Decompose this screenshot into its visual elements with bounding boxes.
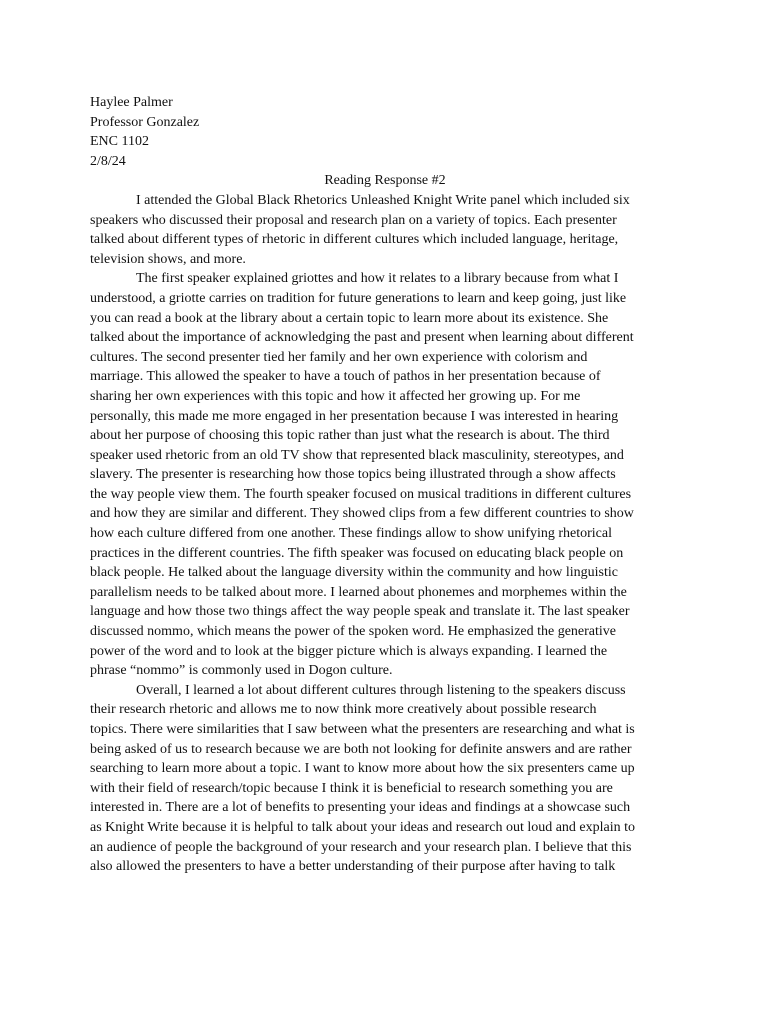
body-text <box>90 191 680 877</box>
paragraph-line: slavery. The presenter is researching how those topics being illustrated through a show affects <box>90 467 616 483</box>
paragraph-line: The first speaker explained griottes and how it relates to a library because from what I <box>136 271 619 287</box>
paragraph-line: about her purpose of choosing this topic rather than just what the research is about. The third <box>90 428 610 444</box>
paragraph-line: discussed nommo, which means the power of the spoken word. He emphasized the generative <box>90 624 617 640</box>
paragraph-line: marriage. This allowed the speaker to have a touch of pathos in her presentation because of <box>90 369 601 385</box>
paragraph-line: parallelism needs to be talked about more. I learned about phonemes and morphemes within the <box>90 584 627 600</box>
paragraph-line: searching to learn more about a topic. I want to know more about how the six presenters came up <box>90 761 635 777</box>
paragraph-line: language and how those two things affect the way people speak and translate it. The last speaker <box>90 604 630 620</box>
date: 2/8/24 <box>90 153 126 169</box>
course-code: ENC 1102 <box>90 134 149 150</box>
paragraph-line: with their field of research/topic because I think it is beneficial to research something you are <box>90 780 613 796</box>
paragraph-line: as Knight Write because it is helpful to talk about your ideas and research out loud and explain to <box>90 819 636 835</box>
paragraph-line: television shows, and more. <box>90 251 246 267</box>
paragraph-line: also allowed the presenters to have a better understanding of their purpose after having to talk <box>90 859 616 875</box>
paragraph-line: topics. There were similarities that I saw between what the presenters are researching and what is <box>90 722 635 737</box>
paragraph-line: cultures. The second presenter tied her family and her own experience with colorism and <box>90 349 588 365</box>
paragraph-line: talked about the importance of acknowledging the past and present when learning about different <box>90 330 634 346</box>
paragraph-line: practices in the different countries. The fifth speaker was focused on educating black people on <box>90 545 624 561</box>
paragraph <box>90 191 680 269</box>
paragraph-line: interested in. There are a lot of benefits to presenting your ideas and findings at a showcase such <box>90 800 631 816</box>
paragraph-line: talked about different types of rhetoric in different cultures which included language, heritage, <box>90 232 619 248</box>
paragraph-line: power of the word and to look at the bigger picture which is always expanding. I learned the <box>90 643 608 659</box>
author-name: Haylee Palmer <box>90 95 173 110</box>
paragraph-line: phrase “nommo” is commonly used in Dogon culture. <box>90 663 393 679</box>
paragraph-line: speakers who discussed their proposal and research plan on a variety of topics. Each presenter <box>90 212 617 228</box>
paragraph-line: an audience of people the background of your research and your research plan. I believe that this <box>90 839 632 855</box>
paragraph-line: I attended the Global Black Rhetorics Unleashed Knight Write panel which included six <box>136 192 630 208</box>
paragraph-line: and how they are similar and different. They showed clips from a few different countries to show <box>90 506 634 522</box>
paragraph <box>90 681 680 877</box>
document-page <box>90 93 680 877</box>
paragraph-line: their research rhetoric and allows me to now think more creatively about possible research <box>90 702 597 718</box>
paragraph-line: being asked of us to research because we are both not looking for definite answers and are rather <box>90 741 632 757</box>
paragraph-line: the way people view them. The fourth speaker focused on musical traditions in different cultures <box>90 486 632 502</box>
paragraph-line: how each culture differed from one another. These findings allow to show unifying rhetorical <box>90 526 612 542</box>
paragraph-line: sharing her own experiences with this topic and how it affected her growing up. For me <box>90 388 581 404</box>
paragraph-line: speaker used rhetoric from an old TV show that represented black masculinity, stereotypes, and <box>90 447 624 463</box>
paragraph <box>90 269 680 680</box>
paragraph-line: personally, this made me more engaged in her presentation because I was interested in hearing <box>90 408 619 424</box>
paragraph-line: you can read a book at the library about a certain topic to learn more about its existence. She <box>90 310 609 326</box>
paragraph-line: understood, a griotte carries on tradition for future generations to learn and keep going, just like <box>90 290 627 306</box>
professor-name: Professor Gonzalez <box>90 114 200 130</box>
paragraph-line: Overall, I learned a lot about different cultures through listening to the speakers discuss <box>136 682 626 698</box>
paragraph-line: black people. He talked about the language diversity within the community and how linguistic <box>90 565 618 581</box>
document-title: Reading Response #2 <box>324 173 446 189</box>
